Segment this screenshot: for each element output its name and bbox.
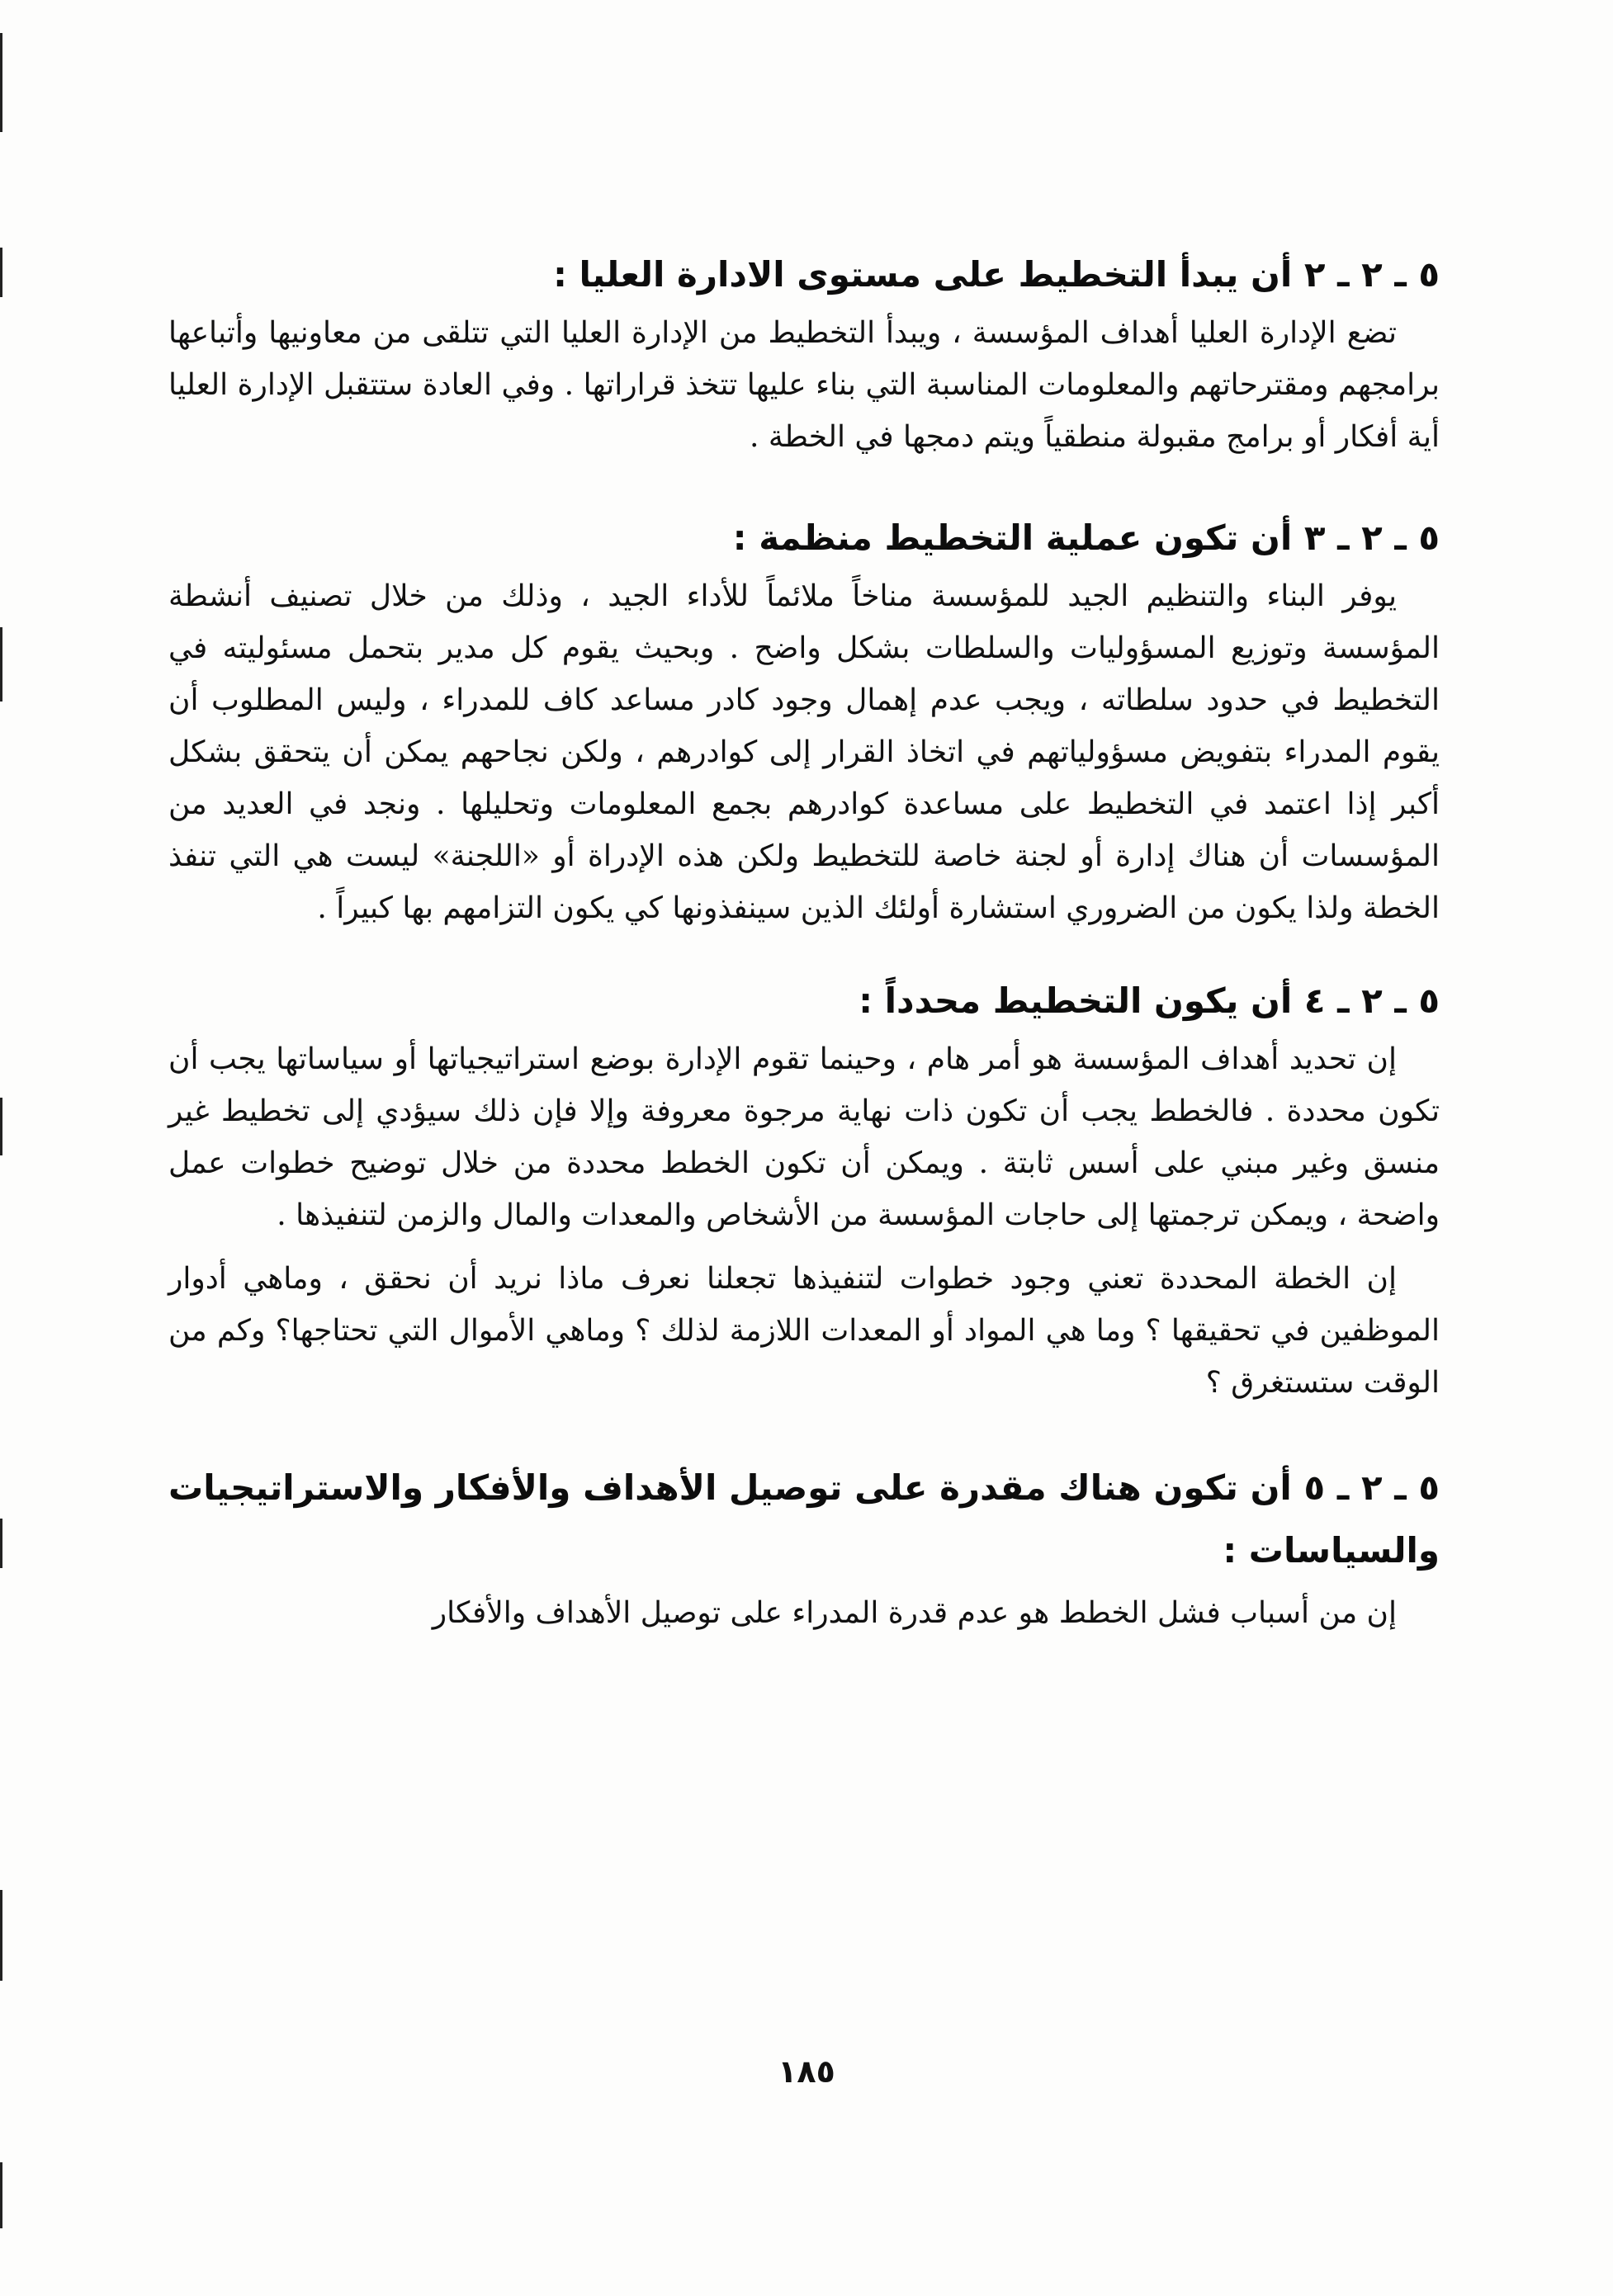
paragraph: إن تحديد أهداف المؤسسة هو أمر هام ، وحينما تقوم الإدارة بوضع استراتيجياتها أو سياساتها يجب أن تكون محددة . فالخطط يجب أن تكون ذات نهاية مرجوة معروفة وإلا فإن ذلك سيؤدي إلى تخطيط غير منسق وغير مبني على أسس ثابتة . ويمكن أن تكون الخطط محددة من خلال توضيح خطوات عمل واضحة ، ويمكن ترجمتها إلى حاجات المؤسسة من الأشخاص والمعدات والمال والزمن لتنفيذها .	[168, 1042, 1440, 1232]
paragraph: إن الخطة المحددة تعني وجود خطوات لتنفيذها تجعلنا نعرف ماذا نريد أن نحقق ، وماهي أدوار الموظفين في تحقيقها ؟ وما هي المواد أو المعدات اللازمة لذلك ؟ وماهي الأموال التي تحتاجها؟ وكم من الوقت ستستغرق ؟	[168, 1262, 1440, 1400]
section-5-2-4	[168, 974, 1440, 1409]
paragraph: تضع الإدارة العليا أهداف المؤسسة ، ويبدأ التخطيط من الإدارة العليا التي تتلقى من معاونيها وأتباعها برامجهم ومقترحاتهم والمعلومات المناسبة التي بناء عليها تتخذ قراراتها . وفي العادة ستتقبل الإدارة العليا أية أفكار أو برامج مقبولة منطقياً ويتم دمجها في الخطة .	[168, 316, 1440, 454]
scan-edge-marks	[0, 0, 8, 2296]
section-5-2-3	[168, 511, 1440, 934]
page-content	[168, 248, 1440, 1687]
paragraph: إن من أسباب فشل الخطط هو عدم قدرة المدراء على توصيل الأهداف والأفكار	[432, 1596, 1397, 1630]
section-5-2-2	[168, 248, 1440, 463]
paragraph: يوفر البناء والتنظيم الجيد للمؤسسة مناخاً ملائماً للأداء الجيد ، وذلك من خلال تصنيف أنشطة المؤسسة وتوزيع المسؤوليات والسلطات بشكل واضح . وبحيث يقوم كل مدير بتحمل مسئوليته في التخطيط في حدود سلطاته ، ويجب عدم إهمال وجود كادر مساعد كاف للمدراء ، وليس المطلوب أن يقوم المدراء بتفويض مسؤولياتهم في اتخاذ القرار إلى كوادرهم ، ولكن نجاحهم يمكن أن يتحقق بشكل أكبر إذا اعتمد في التخطيط على مساعدة كوادرهم بجمع المعلومات وتحليلها . ونجد في العديد من المؤسسات أن هناك إدارة أو لجنة خاصة للتخطيط ولكن هذه الإدراة أو «اللجنة» ليست هي التي تنفذ الخطة ولذا يكون من الضروري استشارة أولئك الذين سينفذونها كي يكون التزامهم بها كبيراً .	[168, 579, 1440, 925]
page-number: ١٨٥	[778, 2053, 835, 2090]
section-heading: ٥ ـ ٢ ـ ٣ أن تكون عملية التخطيط منظمة :	[732, 517, 1440, 558]
section-heading: ٥ ـ ٢ ـ ٢ أن يبدأ التخطيط على مستوى الادارة العليا :	[553, 254, 1440, 295]
section-5-2-5	[168, 1457, 1440, 1639]
section-heading: ٥ ـ ٢ ـ ٤ أن يكون التخطيط محدداً :	[859, 980, 1440, 1021]
section-heading: ٥ ـ ٢ ـ ٥ أن تكون هناك مقدرة على توصيل الأهداف والأفكار والاستراتيجيات والسياسات :	[168, 1467, 1440, 1571]
